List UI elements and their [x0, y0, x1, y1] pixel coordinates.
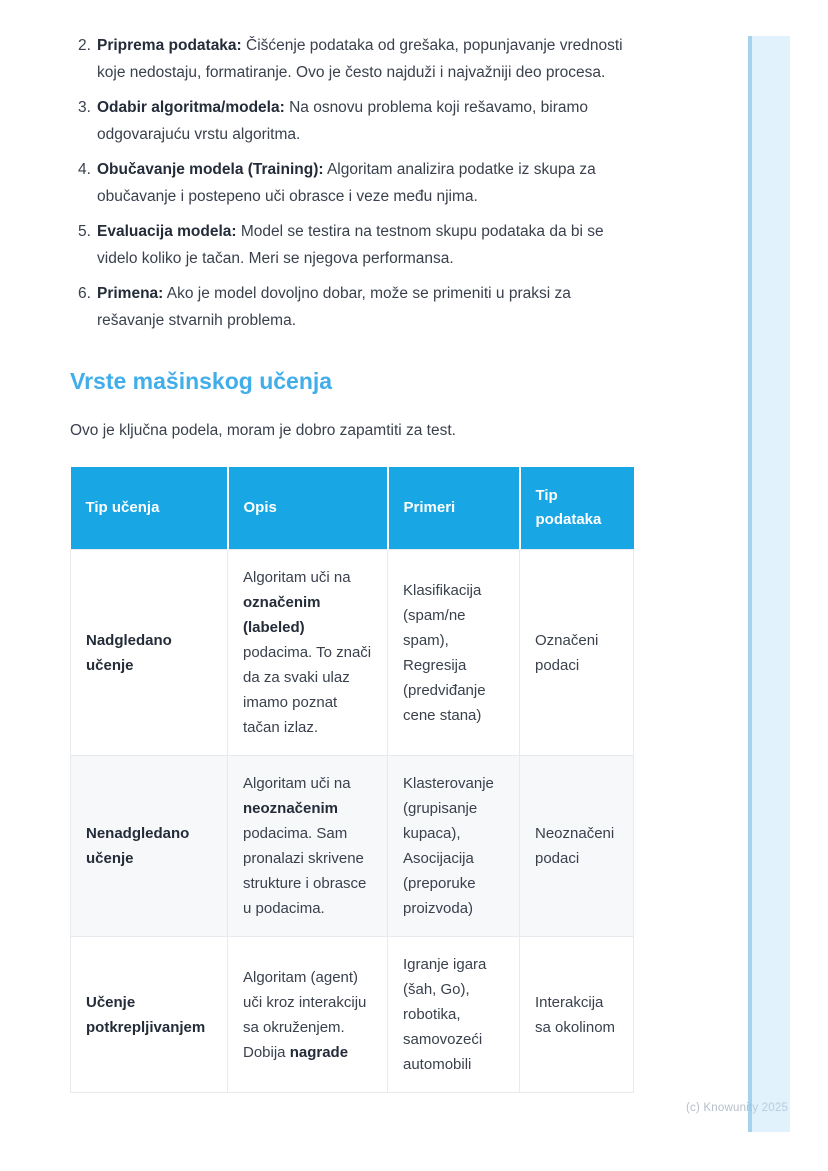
- cell-description: [228, 550, 388, 756]
- cell-learning-type: Učenje potkrepljivanjem: [71, 937, 228, 1093]
- learning-types-table: [70, 467, 634, 1093]
- description-text: Algoritam uči na: [243, 775, 351, 792]
- header-opis: Opis: [228, 467, 388, 550]
- list-item: [78, 218, 634, 272]
- list-item-body: Ako je model dovoljno dobar, može se primeniti u praksi za rešavanje stvarnih problema.: [97, 285, 571, 329]
- list-item-title: Obučavanje modela (Training):: [97, 161, 324, 178]
- cell-examples: Klasifikacija (spam/ne spam), Regresija (predviđanje cene stana): [388, 550, 520, 756]
- list-item-number: 3.: [78, 99, 91, 116]
- list-item-body: Čišćenje podataka od grešaka, popunjavanje vrednosti koje nedostaju, formatiranje. Ovo je često najduži i najvažniji deo procesa.: [97, 37, 623, 81]
- cell-data-type: Neoznačeni podaci: [520, 756, 634, 937]
- header-tip-podataka: Tip podataka: [520, 467, 634, 550]
- list-item-text: [97, 156, 634, 210]
- description-text: podacima. Sam pronalazi skrivene strukture i obrasce u podacima.: [243, 825, 367, 917]
- description-bold-text: neoznačenim: [243, 800, 339, 817]
- list-item-number: 5.: [78, 223, 91, 240]
- cell-learning-type: Nenadgledano učenje: [71, 756, 228, 937]
- header-primeri: Primeri: [388, 467, 520, 550]
- list-item: [78, 156, 634, 210]
- list-item-body: Na osnovu problema koji rešavamo, biramo odgovarajuću vrstu algoritma.: [97, 99, 589, 143]
- table-row: [71, 550, 634, 756]
- list-item: [78, 32, 634, 86]
- description-bold-text: označenim (labeled): [243, 594, 321, 636]
- list-item-number: 6.: [78, 285, 91, 302]
- list-item-number: 2.: [78, 37, 91, 54]
- cell-data-type: Označeni podaci: [520, 550, 634, 756]
- list-item-number: 4.: [78, 161, 91, 178]
- right-highlight-bar: [748, 36, 790, 1132]
- table-header-row: [71, 467, 634, 550]
- list-item-body: Algoritam analizira podatke iz skupa za obučavanje i postepeno uči obrasce i veze među njima.: [97, 161, 596, 205]
- description-text: Algoritam (agent) uči kroz interakciju sa okruženjem. Dobija: [243, 968, 367, 1061]
- table-row: [71, 937, 634, 1093]
- list-item-text: [97, 280, 634, 334]
- description-bold-text: nagrade: [289, 1043, 349, 1061]
- section-heading: Vrste mašinskog učenja: [70, 368, 333, 394]
- list-item-text: [97, 32, 634, 86]
- list-item-text: [97, 218, 634, 272]
- list-item-title: Evaluacija modela:: [97, 223, 237, 240]
- table-row: [71, 756, 634, 937]
- list-item-body: Model se testira na testnom skupu podataka da bi se videlo koliko je tačan. Meri se njegova performansa.: [97, 223, 604, 267]
- list-item-text: [97, 94, 634, 148]
- learning-types-table-container: [70, 467, 634, 1131]
- description-text: Algoritam uči na: [243, 569, 351, 586]
- cell-learning-type: Nadgledano učenje: [71, 550, 228, 756]
- list-item-title: Primena:: [97, 285, 164, 302]
- list-item: [78, 280, 634, 334]
- intro-paragraph: Ovo je ključna podela, moram je dobro zapamtiti za test.: [70, 422, 456, 439]
- numbered-list: [78, 32, 634, 342]
- list-item-title: Odabir algoritma/modela:: [97, 99, 285, 116]
- cell-data-type: Interakcija sa okolinom: [520, 937, 634, 1093]
- description-text: podacima. To znači da za svaki ulaz imamo poznat tačan izlaz.: [243, 644, 372, 736]
- cell-description: [228, 756, 388, 937]
- cell-description: [228, 937, 388, 1093]
- list-item: [78, 94, 634, 148]
- cell-examples: Igranje igara (šah, Go), robotika, samovozeći automobili: [388, 937, 520, 1093]
- cell-examples: Klasterovanje (grupisanje kupaca), Asocijacija (preporuke proizvoda): [388, 756, 520, 937]
- copyright-watermark: (c) Knowunity 2025: [686, 1102, 789, 1114]
- header-tip-ucenja: Tip učenja: [71, 467, 228, 550]
- list-item-title: Priprema podataka:: [97, 37, 242, 54]
